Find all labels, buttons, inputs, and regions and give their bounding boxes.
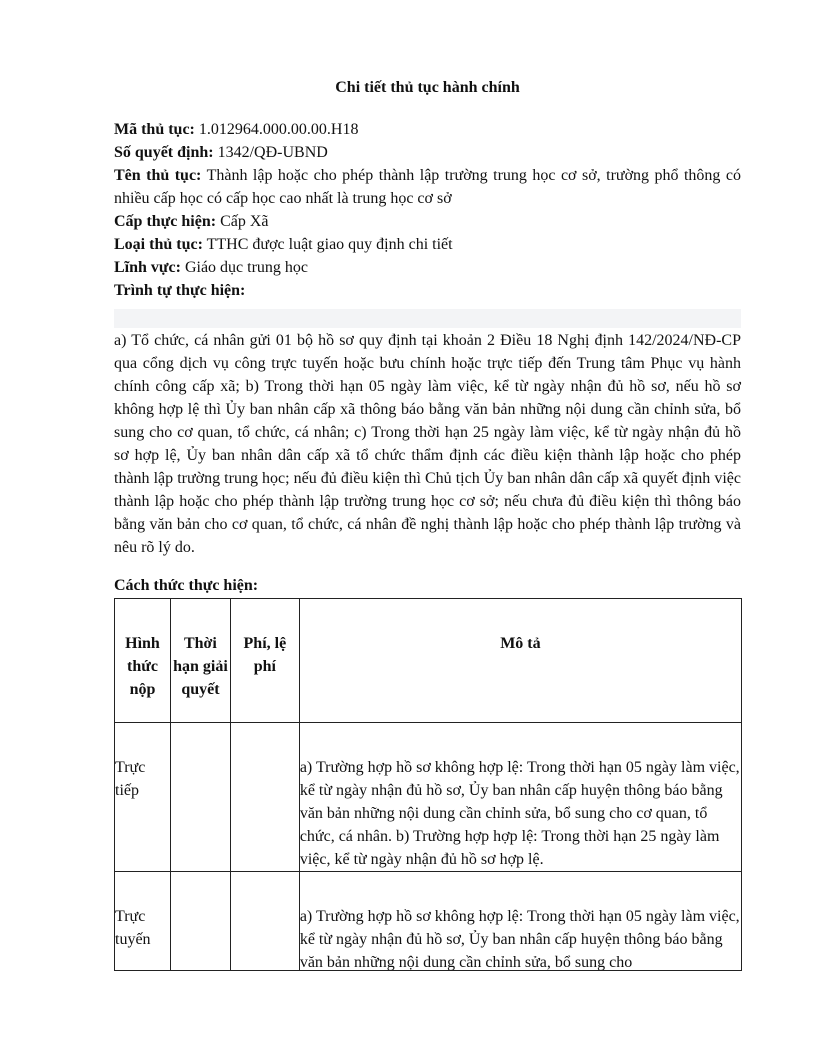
field-name — [114, 164, 741, 210]
table-row — [115, 872, 742, 972]
column-header: Phí, lệ phí — [230, 599, 299, 723]
column-header: Hình thức nộp — [115, 599, 171, 723]
cell-description: a) Trường hợp hồ sơ không hợp lệ: Trong thời hạn 05 ngày làm việc, kể từ ngày nhận đủ hồ sơ, Ủy ban nhân cấp huyện thông báo bằng văn bản những nội dung cần chỉnh sửa, bổ sung cho cơ quan, tổ chức, cá nhân. b) Trường hợp hợp lệ: Trong thời hạn 25 ngày làm việc, kể từ ngày nhận đủ hồ sơ hợp lệ. — [299, 723, 741, 872]
cell-form: Trực tiếp — [115, 723, 171, 872]
field-value: 1.012964.000.00.00.H18 — [198, 121, 359, 138]
methods-heading: Cách thức thực hiện: — [114, 577, 259, 594]
table-row — [115, 723, 742, 872]
document-title: Chi tiết thủ tục hành chính — [335, 79, 520, 96]
field-type — [114, 233, 741, 256]
field-label: Loại thủ tục: — [114, 236, 203, 253]
field-value: Cấp Xã — [220, 213, 269, 230]
field-label: Cấp thực hiện: — [114, 213, 217, 230]
field-label: Mã thủ tục: — [114, 121, 195, 138]
field-domain — [114, 256, 741, 279]
cell-description: a) Trường hợp hồ sơ không hợp lệ: Trong thời hạn 05 ngày làm việc, kể từ ngày nhận đủ hồ sơ, Ủy ban nhân cấp huyện thông báo bằng văn bản những nội dung cần chỉnh sửa, bổ sung cho — [299, 872, 741, 972]
field-label: Trình tự thực hiện: — [114, 282, 246, 299]
cell-duration — [170, 872, 230, 972]
shaded-divider — [114, 309, 741, 328]
field-value: 1342/QĐ-UBND — [217, 144, 328, 161]
field-level — [114, 210, 741, 233]
field-sequence — [114, 279, 741, 302]
methods-table-wrapper — [114, 598, 742, 971]
field-code — [114, 118, 741, 141]
field-label: Tên thủ tục: — [114, 167, 202, 184]
column-header: Mô tả — [299, 599, 741, 723]
cell-fee — [230, 872, 299, 972]
cell-fee — [230, 723, 299, 872]
cell-form: Trực tuyến — [115, 872, 171, 972]
field-decision — [114, 141, 741, 164]
procedure-text: a) Tổ chức, cá nhân gửi 01 bộ hồ sơ quy định tại khoản 2 Điều 18 Nghị định 142/2024/NĐ-CP qua cổng dịch vụ công trực tuyến hoặc bưu chính hoặc trực tiếp đến Trung tâm Phục vụ hành chính công cấp xã; b) Trong thời hạn 05 ngày làm việc, kể từ ngày nhận đủ hồ sơ, nếu hồ sơ không hợp lệ thì Ủy ban nhân cấp xã thông báo bằng văn bản những nội dung cần chỉnh sửa, bổ sung cho cơ quan, tổ chức, cá nhân; c) Trong thời hạn 25 ngày làm việc, kể từ ngày nhận đủ hồ sơ hợp lệ, Ủy ban nhân dân cấp xã tổ chức thẩm định các điều kiện thành lập hoặc cho phép thành lập trường trung học; nếu đủ điều kiện thì Chủ tịch Ủy ban nhân dân cấp xã quyết định việc thành lập hoặc cho phép thành lập trường trung học cơ sở; nếu chưa đủ điều kiện thì thông báo bằng văn bản cho cơ quan, tổ chức, cá nhân đề nghị thành lập hoặc cho phép thành lập trường và nêu rõ lý do. — [114, 332, 741, 556]
field-value: Giáo dục trung học — [184, 259, 309, 276]
column-header: Thời hạn giải quyết — [170, 599, 230, 723]
methods-table — [114, 598, 742, 971]
procedure-fields — [114, 118, 741, 302]
field-value: TTHC được luật giao quy định chi tiết — [206, 236, 453, 253]
field-label: Số quyết định: — [114, 144, 214, 161]
cell-duration — [170, 723, 230, 872]
field-label: Lĩnh vực: — [114, 259, 181, 276]
field-value: Thành lập hoặc cho phép thành lập trường trung học cơ sở, trường phổ thông có nhiều cấp học có cấp học cao nhất là trung học cơ sở — [114, 167, 742, 207]
table-header-row — [115, 599, 742, 723]
